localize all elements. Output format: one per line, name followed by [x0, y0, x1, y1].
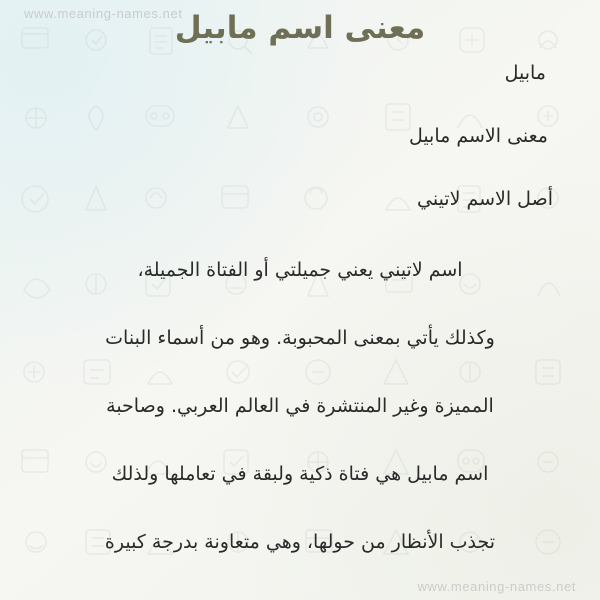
text-line: وكذلك يأتي بمعنى المحبوبة. وهو من أسماء البنات: [105, 327, 495, 350]
text-line: أصل الاسم لاتيني: [417, 187, 553, 210]
text-line: المميزة وغير المنتشرة في العالم العربي. وصاحبة: [106, 394, 494, 417]
text-line: مابيل: [504, 62, 546, 84]
meaning-text-block: [22, 62, 578, 553]
watermark-top: www.meaning-names.net: [24, 6, 183, 21]
text-line: اسم مابيل هي فتاة ذكية ولبقة في تعاملها ولذلك: [111, 462, 489, 485]
watermark-bottom: www.meaning-names.net: [417, 579, 576, 594]
text-line: اسم لاتيني يعني جميلتي أو الفتاة الجميلة،: [137, 259, 463, 282]
text-line: تجذب الأنظار من حولها، وهي متعاونة بدرجة كبيرة: [104, 530, 496, 553]
text-line: معنى الاسم مابيل: [408, 124, 548, 147]
page-title: معنى اسم مابيل: [174, 10, 426, 46]
